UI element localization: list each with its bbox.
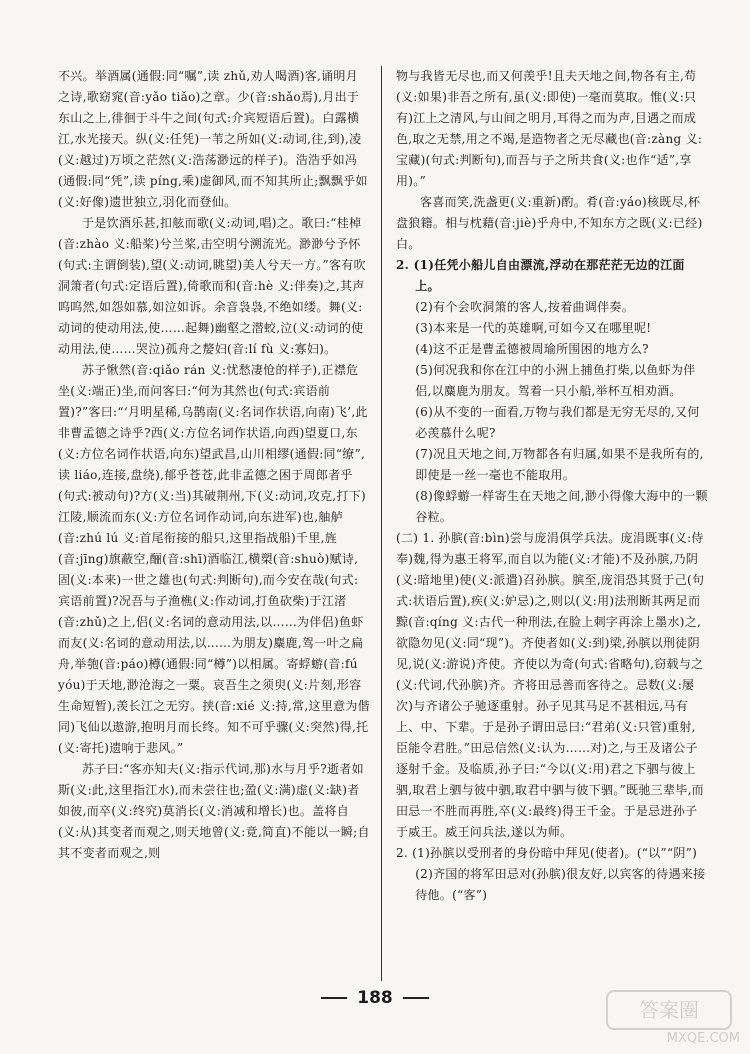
answer-2-6: (6)从不变的一面看,万物与我们都是无穷无尽的,又何必羡慕什么呢? [415,405,700,440]
answer-2-7: (7)况且天地之间,万物都各有归属,如果不是我所有的,即使是一丝一毫也不能取用。 [415,447,704,482]
answer-2-2: (2)有个会吹洞箫的客人,按着曲调伴奏。 [415,300,635,314]
right-paragraph-1: 物与我皆无尽也,而又何羡乎!且夫天地之间,物各有主,苟(义:如果)非吾之所有,虽(义:即使)一毫而莫取。惟(义:只有)江上之清风,与山间之明月,耳得之而为声,目遇之而成色,取之无禁,用之不竭,是造物者之无尽藏也(音:zàng 义:宝藏)(句式:判断句),而吾与子之所共食(义:也作“适”,享用)。” [396,69,703,188]
watermark-logo: 答案圈 [606,990,732,1030]
translation-1: 2. (1)孙膑以受刑者的身份暗中拜见(使者)。(“以”“阴”) [396,846,698,860]
section-2-passage: (二) 1. 孙膑(音:bìn)尝与庞涓俱学兵法。庞涓既事(义:侍奉)魏,得为惠王将军,而自以为能(义:才能)不及孙膑,乃阴(义:暗地里)使(义:派遣)召孙膑。膑至,庞涓恐其贤于己(句式:状语后置),疾(义:妒忌)之,则以(义:用)法刑断其两足而黥(音:qíng 义:古代一种刑法,在脸上刺字再涂上墨水)之,欲隐勿见(义:同“现”)。齐使者如(义:到)梁,孙膑以刑徒阴见,说(义:游说)齐使。齐使以为奇(句式:省略句),窃载与之(义:代词,代孙膑)齐。齐将田忌善而客待之。忌数(义:屡次)与齐诸公子驰逐重射。孙子见其马足不甚相远,马有上、中、下辈。于是孙子谓田忌曰:“君弟(义:只管)重射,臣能令君胜。”田忌信然(义:认为……对)之,与王及诸公子逐射千金。及临质,孙子曰:“今以(义:用)君之下驷与彼上驷,取君上驷与彼中驷,取君中驷与彼下驷。”既驰三辈毕,而田忌一不胜而再胜,卒(义:最终)得王千金。于是忌进孙子于威王。威王问兵法,遂以为师。 [396,531,705,839]
left-column [58,66,370,864]
page [58,66,708,986]
footer-dash-left [321,997,347,999]
watermark-url: MXQE.COM [666,1031,740,1046]
answer-2-3: (3)本来是一代的英雄啊,可如今又在哪里呢! [415,321,652,335]
answer-2-1: 2. (1)任凭小船儿自由漂流,浮动在那茫茫无边的江面上。 [396,258,685,293]
right-column [396,66,708,906]
watermark [600,990,740,1046]
answer-2-4: (4)这不正是曹孟德被周瑜所围困的地方么? [415,342,649,356]
page-number: 188 [357,988,393,1008]
left-paragraph-2: 于是饮酒乐甚,扣舷而歌(义:动词,唱)之。歌曰:“桂棹(音:zhào 义:船桨)兮兰桨,击空明兮溯流光。渺渺兮予怀(句式:主谓倒装),望(义:动词,眺望)美人兮天一方。”客有吹洞箫者(句式:定语后置),倚歌而和(音:hè 义:伴奏)之,其声呜呜然,如怨如慕,如泣如诉。余音袅袅,不绝如缕。舞(义:动词的使动用法,使……起舞)幽壑之潜蛟,泣(义:动词的使动用法,使……哭泣)孤舟之嫠妇(音:lí fù 义:寡妇)。 [58,216,366,356]
translation-2: (2)齐国的将军田忌对(孙膑)很友好,以宾客的待遇来接待他。(“客”) [415,867,706,902]
right-paragraph-2: 客喜而笑,洗盏更(义:重新)酌。肴(音:yáo)核既尽,杯盘狼籍。相与枕藉(音:jiè)乎舟中,不知东方之既(义:已经)白。 [396,195,703,251]
left-paragraph-3: 苏子愀然(音:qiǎo rán 义:忧愁凄怆的样子),正襟危坐(义:端正)坐,而问客曰:“何为其然也(句式:宾语前置)?”客曰:“‘月明星稀,乌鹊南(义:名词作状语,向南)飞’,此非曹孟德之诗乎?西(义:方位名词作状语,向西)望夏口,东(义:方位名词作状语,向东)望武昌,山川相缪(通假:同“缭”,读 liáo,连接,盘绕),郁乎苍苍,此非孟德之困于周郎者乎(句式:被动句)?方(义:当)其破荆州,下(义:动词,攻克,打下)江陵,顺流而东(义:方位名词作动词,向东进军)也,舳舻(音:zhú lú 义:首尾衔接的船只,这里指战船)千里,旌(音:jīng)旗蔽空,酾(音:shī)酒临江,横槊(音:shuò)赋诗,固(义:本来)一世之雄也(句式:判断句),而今安在哉(句式:宾语前置)?况吾与子渔樵(义:作动词,打鱼砍柴)于江渚(音:zhǔ)之上,侣(义:名词的意动用法,以……为伴侣)鱼虾而友(义:名词的意动用法,以……为朋友)麋鹿,驾一叶之扁舟,举匏(音:páo)樽(通假:同“樽”)以相属。寄蜉蝣(音:fú yóu)于天地,渺沧海之一粟。哀吾生之须臾(义:片刻,形容生命短暂),羡长江之无穷。挟(音:xié 义:持,常,这里意为偕同)飞仙以遨游,抱明月而长终。知不可乎骤(义:突然)得,托(义:寄托)遗响于悲风。” [58,363,371,755]
left-paragraph-4: 苏子曰:“客亦知夫(义:指示代词,那)水与月乎?逝者如斯(义:此,这里指江水),而未尝往也;盈(义:满)虚(义:缺)者如彼,而卒(义:终究)莫消长(义:消减和增长)也。盖将自(义:从)其变者而观之,则天地曾(义:竟,简直)不能以一瞬;自其不变者而观之,则 [58,762,370,860]
footer-dash-right [403,997,429,999]
answer-2-8: (8)像蜉蝣一样寄生在天地之间,渺小得像大海中的一颗谷粒。 [415,489,708,524]
left-paragraph-1: 不兴。举酒属(通假:同“嘱”,读 zhǔ,劝人喝酒)客,诵明月之诗,歌窈窕(音:yǎo tiǎo)之章。少(音:shǎo焉),月出于东山之上,徘徊于斗牛之间(句式:介宾短语后置)。白露横江,水光接天。纵(义:任凭)一苇之所如(义:动词,往,到),凌(义:越过)万顷之茫然(义:浩荡渺远的样子)。浩浩乎如冯(通假:同“凭”,读 píng,乘)虚御风,而不知其所止;飘飘乎如(义:好像)遗世独立,羽化而登仙。 [58,69,368,209]
answer-2-5: (5)何况我和你在江中的小洲上捕鱼打柴,以鱼虾为伴侣,以麋鹿为朋友。驾着一只小船,举杯互相劝酒。 [415,363,696,398]
column-divider [381,66,382,981]
